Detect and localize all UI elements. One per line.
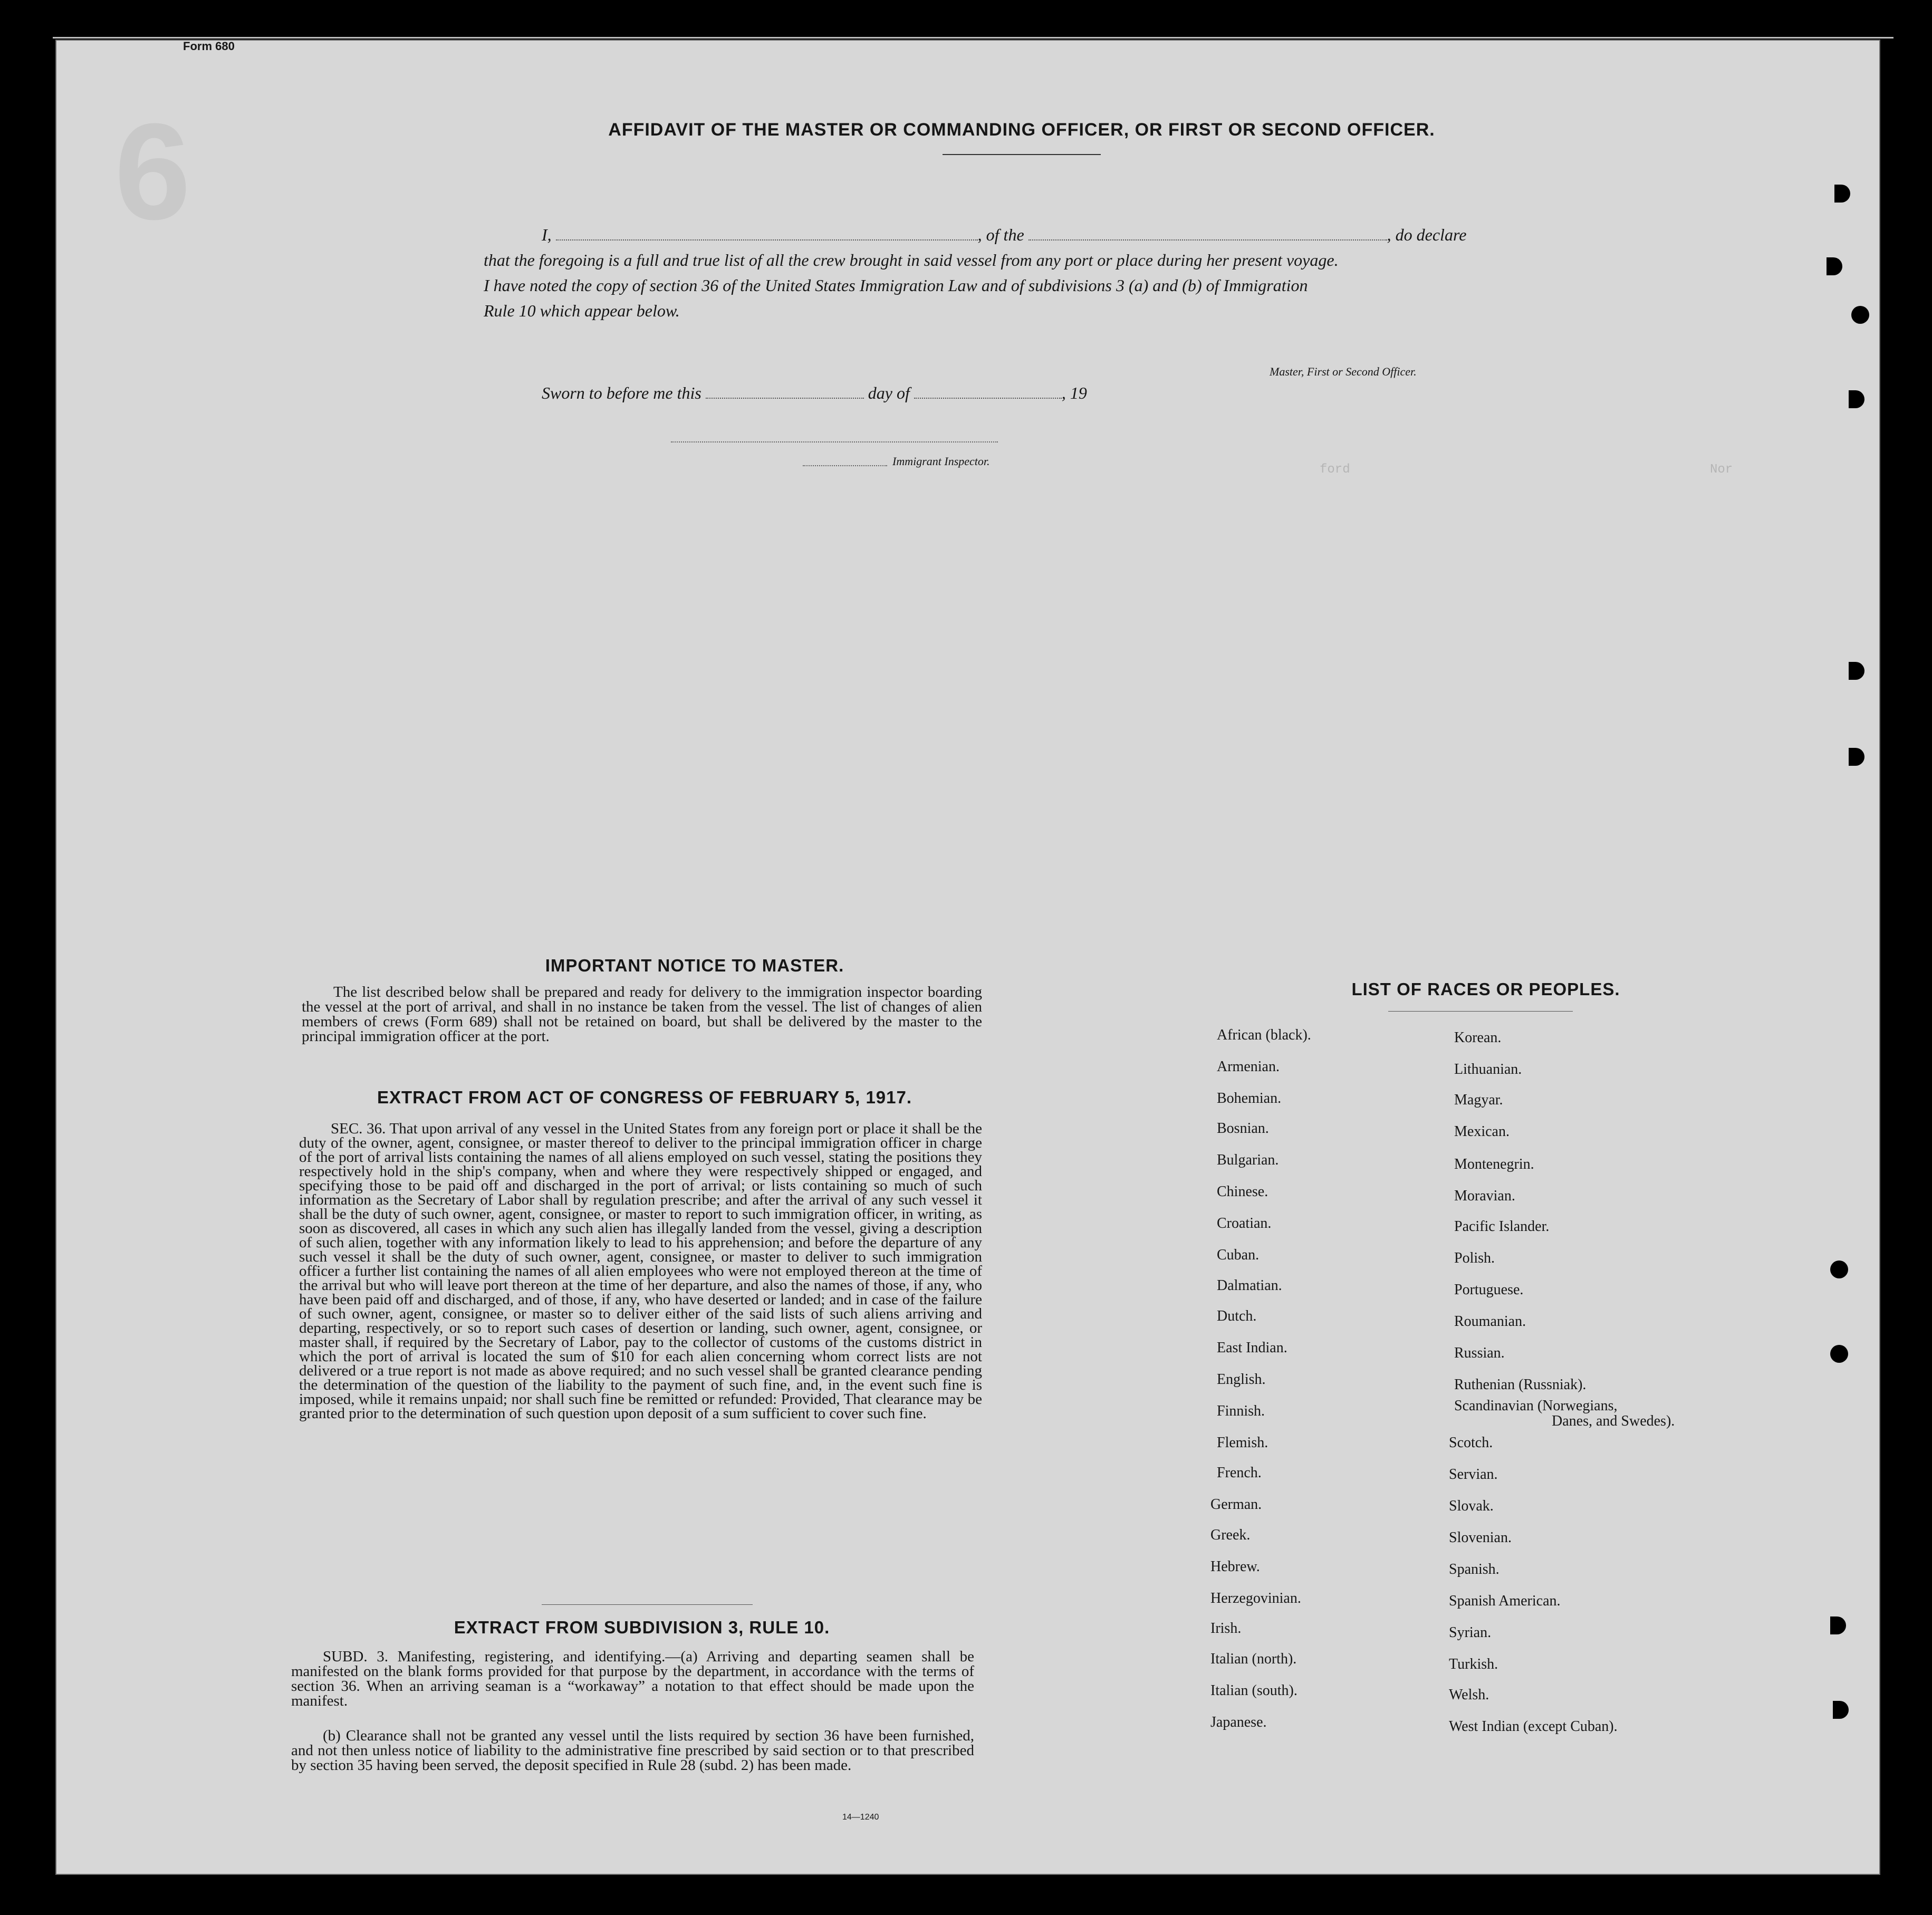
affidavit-i: I, <box>542 225 552 244</box>
race-item: Japanese. <box>1210 1714 1267 1730</box>
race-item: Dutch. <box>1217 1308 1257 1324</box>
race-item: Cuban. <box>1217 1247 1260 1263</box>
race-item: Servian. <box>1449 1466 1498 1483</box>
affidavit-title: AFFIDAVIT OF THE MASTER OR COMMANDING OFFICER, OR FIRST OR SECOND OFFICER. <box>608 120 1435 140</box>
race-item: Flemish. <box>1217 1435 1268 1451</box>
race-item: Bulgarian. <box>1217 1152 1279 1168</box>
race-item: Portuguese. <box>1454 1282 1524 1298</box>
race-item: Croatian. <box>1217 1215 1272 1231</box>
vessel-blank[interactable] <box>1029 239 1387 240</box>
act-extract-text: SEC. 36. That upon arrival of any vessel in the United States from any foreign port or place it shall be the duty of the owner, agent, consignee, or master thereof to deliver to the principal immigration officer in charge of the port of arrival lists containing the names of all aliens employed on such vessel, stating the positions they respectively hold in the ship's company, when and where they were respectively shipped or engaged, and specifying those to be paid off and discharged in the port of arrival; or lists containing so much of such information as the Secretary of Labor shall by regulation prescribe; and after the arrival of any such vessel it shall be the duty of such owner, agent, consignee, or master to report to such immigration officer, in writing, as soon as discovered, all cases in which any such alien has illegally landed from the vessel, giving a description of such alien, together with any information likely to lead to his apprehension; and before the departure of any such vessel it shall be the duty of such owner, agent, consignee, or master to deliver to such immigration officer a further list containing the names of all alien employees who were not employed thereon at the time of the arrival but who will leave port thereon at the time of her departure, and also the names of those, if any, who have been paid off and discharged, and of those, if any, who have deserted or landed; and in case of the failure of such owner, agent, consignee, or master so to deliver either of the said lists of such aliens arriving and departing, respectively, or so to report such cases of desertion or landing, such owner, agent, consignee, or master shall, if required by the Secretary of Labor, pay to the collector of customs of the customs district in which the port of arrival is located the sum of $10 for each alien concerning whom correct lists are not delivered or a true report is not made as above required; and no such vessel shall be granted clearance pending the determination of the question of the liability to the payment of such fine, and, in the event such fine is imposed, while it remains unpaid; nor shall such fine be remitted or refunded: Provided, That clearance may be granted prior to the determination of such question upon deposit of a sum sufficient to cover such fine. <box>299 1120 982 1422</box>
race-item: Spanish. <box>1449 1561 1500 1577</box>
race-item: Slovak. <box>1449 1498 1494 1514</box>
race-item: Polish. <box>1454 1250 1495 1266</box>
inspector-label: Immigrant Inspector. <box>892 455 990 468</box>
race-item: East Indian. <box>1217 1340 1287 1356</box>
race-item: Bohemian. <box>1217 1090 1282 1106</box>
race-item: Italian (north). <box>1210 1651 1297 1667</box>
race-item: German. <box>1210 1496 1262 1513</box>
race-item: West Indian (except Cuban). <box>1449 1718 1618 1735</box>
race-item: Ruthenian (Russniak). <box>1454 1377 1587 1393</box>
race-item: Bosnian. <box>1217 1120 1269 1137</box>
race-item: Spanish American. <box>1449 1593 1561 1609</box>
binder-hole <box>1830 1260 1848 1278</box>
rule-extract-para-b: (b) Clearance shall not be granted any vessel until the lists required by section 36 have been furnished, and not then unless notice of liability to the administrative fine prescribed by said section or to that prescribed by section 35 having been served, the deposit specified in Rule 28 (subd. 2) has been made. <box>291 1727 974 1774</box>
affidavit-line3: I have noted the copy of section 36 of the United States Immigration Law and of subdivisions 3 (a) and (b) of Immigration <box>484 276 1308 295</box>
day-blank[interactable] <box>706 398 864 399</box>
rule-extract-title: EXTRACT FROM SUBDIVISION 3, RULE 10. <box>454 1618 830 1637</box>
print-code: 14—1240 <box>842 1813 879 1822</box>
race-item: Greek. <box>1210 1527 1251 1543</box>
race-item: Hebrew. <box>1210 1558 1260 1575</box>
affidavit-line2: that the foregoing is a full and true list of all the crew brought in said vessel from any port or place during her present voyage. <box>484 251 1339 270</box>
bleed-through-text: ford <box>1320 463 1350 477</box>
bleed-through-text: Nor <box>1710 463 1733 477</box>
race-item: Armenian. <box>1217 1058 1280 1075</box>
race-item: African (black). <box>1217 1027 1311 1043</box>
affidavit-declare: , do declare <box>1387 225 1467 244</box>
race-item: English. <box>1217 1371 1266 1388</box>
month-blank[interactable] <box>914 398 1062 399</box>
race-item: Scotch. <box>1449 1435 1493 1451</box>
race-item: French. <box>1217 1465 1262 1481</box>
inspector-signature-line[interactable] <box>671 441 998 442</box>
race-item: Slovenian. <box>1449 1529 1512 1546</box>
inspector-dots <box>803 465 887 466</box>
race-item: Irish. <box>1210 1620 1242 1637</box>
race-item: Magyar. <box>1454 1092 1503 1108</box>
race-item: Dalmatian. <box>1217 1277 1282 1294</box>
race-item: Lithuanian. <box>1454 1061 1522 1077</box>
affidavit-line4: Rule 10 which appear below. <box>484 301 680 320</box>
title-rule <box>943 154 1101 155</box>
race-item: Herzegovinian. <box>1210 1590 1301 1606</box>
race-item: Scandinavian (Norwegians, <box>1454 1398 1618 1414</box>
race-item: Korean. <box>1454 1029 1502 1046</box>
notice-text: The list described below shall be prepared and ready for delivery to the immigration inspector boarding the vessel at the port of arrival, and shall in no instance be taken from the vessel. The list of changes of alien members of crews (Form 689) shall not be retained on board, but shall be delivered by the master to the principal immigration officer at the port. <box>302 984 982 1045</box>
binder-hole <box>1830 1345 1848 1363</box>
act-extract-title: EXTRACT FROM ACT OF CONGRESS OF FEBRUARY 5, 1917. <box>377 1088 912 1107</box>
race-item: Turkish. <box>1449 1656 1498 1672</box>
rule-extract-para-a: SUBD. 3. Manifesting, registering, and identifying.—(a) Arriving and departing seamen shall be manifested on the blank forms provided for that purpose by the department, in accordance with the terms of section 36. When an arriving seaman is a “workaway” a notation to that effect should be made upon the manifest. <box>291 1648 974 1709</box>
race-item: Finnish. <box>1217 1403 1265 1419</box>
form-number: Form 680 <box>183 40 235 53</box>
race-scandinavian-continued: Danes, and Swedes). <box>1552 1413 1675 1429</box>
race-item: Welsh. <box>1449 1687 1489 1703</box>
race-item: Montenegrin. <box>1454 1156 1534 1172</box>
section-rule <box>542 1604 753 1605</box>
race-item: Chinese. <box>1217 1183 1268 1200</box>
race-item: Mexican. <box>1454 1123 1510 1140</box>
bleed-through-mark: 6 <box>114 95 191 248</box>
master-signature-label: Master, First or Second Officer. <box>1270 365 1417 378</box>
affidavit-of-the: , of the <box>977 225 1024 244</box>
form-page <box>55 40 1880 1875</box>
name-blank[interactable] <box>556 239 978 240</box>
affidavit-line1 <box>542 225 1466 245</box>
notice-title: IMPORTANT NOTICE TO MASTER. <box>545 956 844 975</box>
races-rule <box>1388 1011 1573 1012</box>
year-text: , 19 <box>1061 383 1087 402</box>
day-of-text: day of <box>868 383 910 402</box>
binder-hole <box>1851 306 1869 324</box>
sworn-text: Sworn to before me this <box>542 383 701 402</box>
race-item: Syrian. <box>1449 1624 1492 1641</box>
race-item: Italian (south). <box>1210 1682 1297 1699</box>
race-item: Pacific Islander. <box>1454 1218 1550 1235</box>
sworn-line <box>542 383 1087 403</box>
race-item: Roumanian. <box>1454 1313 1526 1330</box>
race-item: Moravian. <box>1454 1188 1515 1204</box>
race-item: Russian. <box>1454 1345 1505 1361</box>
races-title: LIST OF RACES OR PEOPLES. <box>1351 979 1620 999</box>
